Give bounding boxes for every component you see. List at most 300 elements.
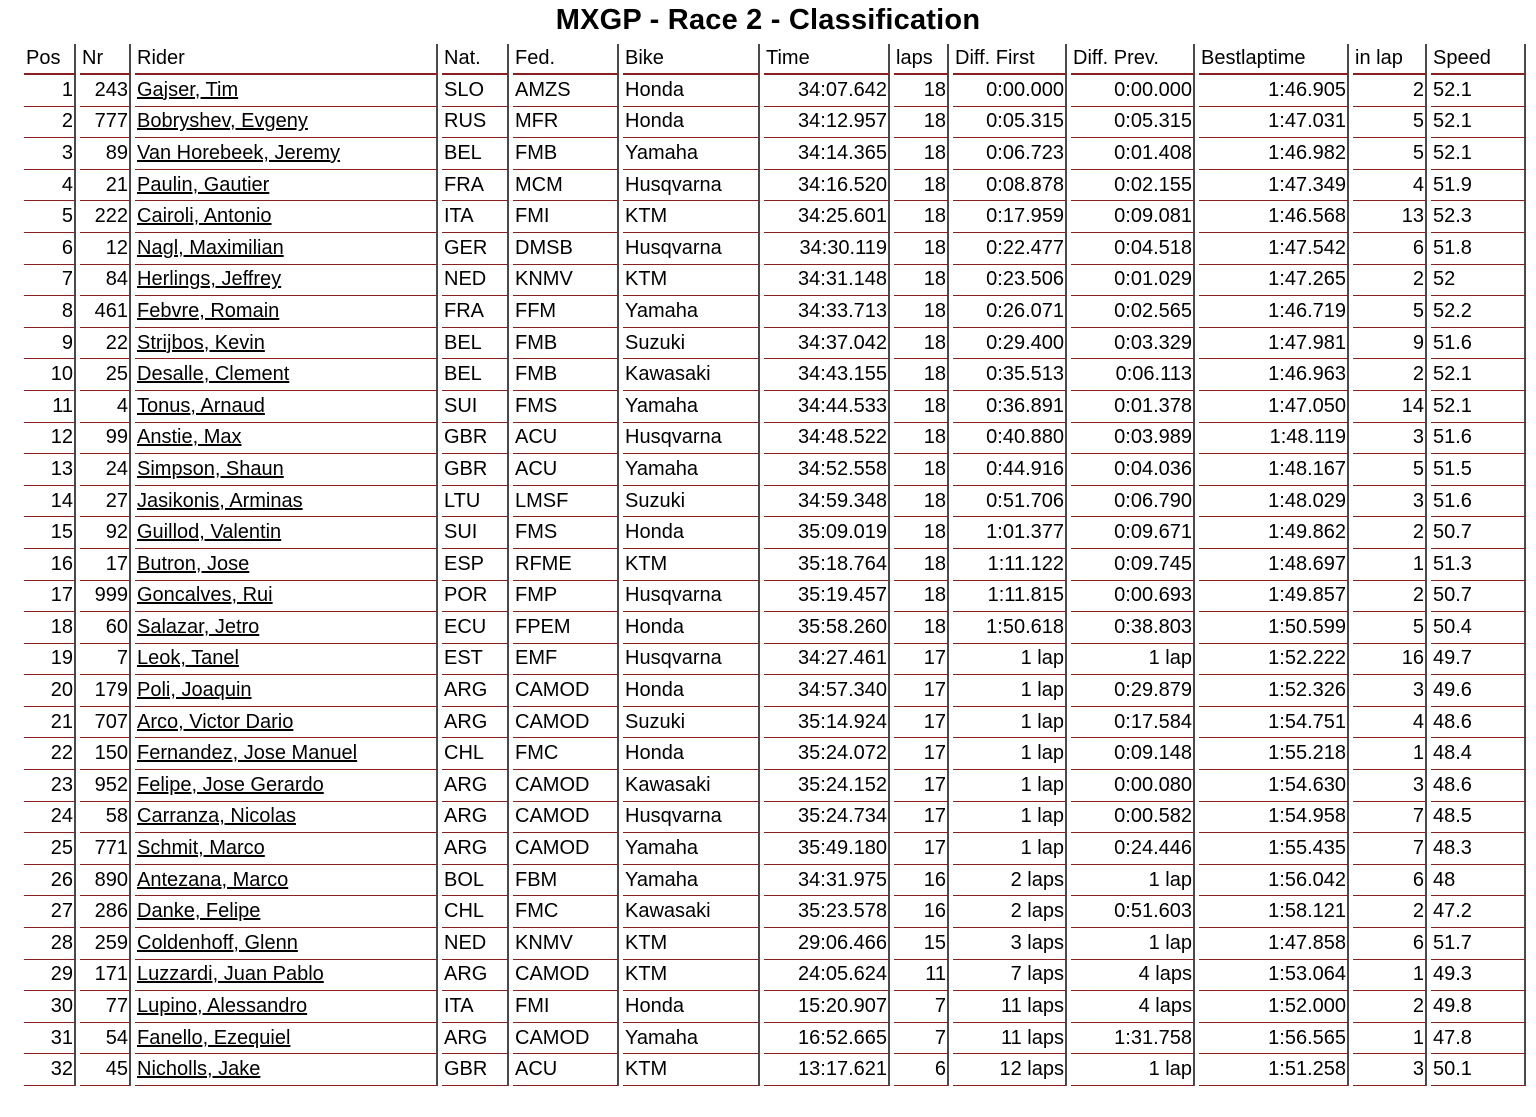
cell-nat: NED <box>442 928 509 960</box>
cell-fed: EMF <box>513 644 619 676</box>
cell-pos: 12 <box>24 423 76 455</box>
cell-nat: FRA <box>442 170 509 202</box>
cell-in-lap: 1 <box>1353 549 1427 581</box>
cell-speed: 50.4 <box>1431 612 1526 644</box>
cell-laps: 18 <box>894 612 949 644</box>
cell-speed: 50.7 <box>1431 581 1526 613</box>
cell-speed: 48 <box>1431 865 1526 897</box>
cell-speed: 52.1 <box>1431 107 1526 139</box>
cell-speed: 48.4 <box>1431 738 1526 770</box>
cell-bestlaptime: 1:46.719 <box>1199 296 1349 328</box>
cell-in-lap: 6 <box>1353 865 1427 897</box>
table-row <box>24 738 1526 770</box>
cell-pos: 29 <box>24 960 76 992</box>
cell-time: 35:23.578 <box>764 896 890 928</box>
cell-pos: 18 <box>24 612 76 644</box>
cell-time: 34:27.461 <box>764 644 890 676</box>
cell-laps: 17 <box>894 707 949 739</box>
cell-bestlaptime: 1:47.542 <box>1199 233 1349 265</box>
cell-time: 34:44.533 <box>764 391 890 423</box>
cell-rider <box>135 896 438 928</box>
cell-diff-prev: 0:24.446 <box>1071 833 1195 865</box>
cell-fed: FMS <box>513 391 619 423</box>
cell-pos: 17 <box>24 581 76 613</box>
cell-rider <box>135 107 438 139</box>
cell-nr: 25 <box>80 359 131 391</box>
cell-fed: FMC <box>513 896 619 928</box>
cell-nr: 7 <box>80 644 131 676</box>
cell-in-lap: 2 <box>1353 75 1427 107</box>
cell-fed: FMP <box>513 581 619 613</box>
cell-time: 35:14.924 <box>764 707 890 739</box>
rider-link[interactable]: Desalle, Clement <box>137 363 290 386</box>
cell-speed: 51.9 <box>1431 170 1526 202</box>
cell-laps: 16 <box>894 896 949 928</box>
cell-speed: 49.6 <box>1431 675 1526 707</box>
cell-nat: ARG <box>442 707 509 739</box>
cell-in-lap: 2 <box>1353 896 1427 928</box>
rider-link[interactable]: Lupino, Alessandro <box>137 995 308 1018</box>
table-row <box>24 707 1526 739</box>
cell-in-lap: 3 <box>1353 770 1427 802</box>
cell-rider <box>135 454 438 486</box>
cell-rider <box>135 359 438 391</box>
cell-nat: GBR <box>442 454 509 486</box>
cell-bike: Kawasaki <box>623 896 760 928</box>
cell-nr: 58 <box>80 802 131 834</box>
cell-diff-prev: 4 laps <box>1071 960 1195 992</box>
cell-nr: 60 <box>80 612 131 644</box>
cell-diff-first: 12 laps <box>953 1054 1067 1086</box>
cell-nr: 999 <box>80 581 131 613</box>
cell-nat: POR <box>442 581 509 613</box>
cell-laps: 18 <box>894 170 949 202</box>
cell-time: 15:20.907 <box>764 991 890 1023</box>
cell-nr: 171 <box>80 960 131 992</box>
cell-diff-first: 11 laps <box>953 991 1067 1023</box>
cell-in-lap: 3 <box>1353 486 1427 518</box>
cell-fed: FMB <box>513 359 619 391</box>
rider-link[interactable]: Jasikonis, Arminas <box>137 489 303 512</box>
cell-diff-prev: 0:01.408 <box>1071 138 1195 170</box>
cell-diff-first: 1 lap <box>953 644 1067 676</box>
rider-link[interactable]: Anstie, Max <box>137 426 242 449</box>
cell-laps: 18 <box>894 201 949 233</box>
table-row <box>24 865 1526 897</box>
cell-laps: 18 <box>894 549 949 581</box>
cell-laps: 18 <box>894 138 949 170</box>
cell-time: 34:57.340 <box>764 675 890 707</box>
cell-pos: 23 <box>24 770 76 802</box>
cell-in-lap: 4 <box>1353 707 1427 739</box>
cell-diff-first: 0:17.959 <box>953 201 1067 233</box>
cell-time: 35:18.764 <box>764 549 890 581</box>
cell-diff-prev: 0:00.000 <box>1071 75 1195 107</box>
rider-link[interactable]: Gajser, Tim <box>137 78 239 101</box>
rider-link[interactable]: Simpson, Shaun <box>137 457 284 480</box>
table-row <box>24 770 1526 802</box>
rider-link[interactable]: Schmit, Marco <box>137 837 265 860</box>
cell-nr: 222 <box>80 201 131 233</box>
cell-bike: Suzuki <box>623 328 760 360</box>
table-row <box>24 233 1526 265</box>
rider-link[interactable]: Nagl, Maximilian <box>137 236 284 259</box>
cell-nat: LTU <box>442 486 509 518</box>
cell-nat: GER <box>442 233 509 265</box>
cell-diff-first: 0:05.315 <box>953 107 1067 139</box>
cell-fed: CAMOD <box>513 833 619 865</box>
cell-bike: Yamaha <box>623 1023 760 1055</box>
cell-bike: Husqvarna <box>623 802 760 834</box>
cell-pos: 27 <box>24 896 76 928</box>
header-laps: laps <box>894 44 949 75</box>
cell-pos: 22 <box>24 738 76 770</box>
table-row <box>24 486 1526 518</box>
cell-bike: Husqvarna <box>623 170 760 202</box>
rider-link[interactable]: Leok, Tanel <box>137 647 239 670</box>
cell-rider <box>135 833 438 865</box>
rider-link[interactable]: Fanello, Ezequiel <box>137 1026 291 1049</box>
cell-speed: 51.5 <box>1431 454 1526 486</box>
cell-speed: 51.3 <box>1431 549 1526 581</box>
cell-diff-first: 3 laps <box>953 928 1067 960</box>
header-diff-prev: Diff. Prev. <box>1071 44 1195 75</box>
rider-link[interactable]: Coldenhoff, Glenn <box>137 931 298 954</box>
cell-speed: 52.2 <box>1431 296 1526 328</box>
rider-link[interactable]: Strijbos, Kevin <box>137 331 265 354</box>
table-row <box>24 644 1526 676</box>
cell-speed: 49.8 <box>1431 991 1526 1023</box>
cell-laps: 18 <box>894 359 949 391</box>
table-row <box>24 833 1526 865</box>
cell-nat: SUI <box>442 517 509 549</box>
table-row <box>24 138 1526 170</box>
cell-speed: 47.8 <box>1431 1023 1526 1055</box>
cell-diff-prev: 0:02.155 <box>1071 170 1195 202</box>
cell-diff-first: 0:08.878 <box>953 170 1067 202</box>
cell-laps: 18 <box>894 581 949 613</box>
cell-pos: 28 <box>24 928 76 960</box>
rider-link[interactable]: Goncalves, Rui <box>137 584 273 607</box>
cell-time: 34:14.365 <box>764 138 890 170</box>
cell-fed: FMS <box>513 517 619 549</box>
header-diff-first: Diff. First <box>953 44 1067 75</box>
cell-in-lap: 3 <box>1353 423 1427 455</box>
rider-link[interactable]: Salazar, Jetro <box>137 615 260 638</box>
cell-bestlaptime: 1:46.982 <box>1199 138 1349 170</box>
cell-nat: SUI <box>442 391 509 423</box>
cell-fed: CAMOD <box>513 770 619 802</box>
rider-link[interactable]: Butron, Jose <box>137 552 250 575</box>
cell-in-lap: 16 <box>1353 644 1427 676</box>
cell-diff-prev: 0:00.080 <box>1071 770 1195 802</box>
rider-link[interactable]: Poli, Joaquin <box>137 679 252 702</box>
cell-bestlaptime: 1:48.697 <box>1199 549 1349 581</box>
cell-bestlaptime: 1:48.029 <box>1199 486 1349 518</box>
cell-speed: 48.3 <box>1431 833 1526 865</box>
cell-nr: 150 <box>80 738 131 770</box>
cell-nr: 45 <box>80 1054 131 1086</box>
rider-link[interactable]: Van Horebeek, Jeremy <box>137 141 341 164</box>
cell-speed: 51.6 <box>1431 328 1526 360</box>
cell-laps: 17 <box>894 675 949 707</box>
cell-fed: FBM <box>513 865 619 897</box>
cell-speed: 49.3 <box>1431 960 1526 992</box>
cell-diff-first: 1 lap <box>953 675 1067 707</box>
cell-in-lap: 1 <box>1353 1023 1427 1055</box>
cell-nat: ESP <box>442 549 509 581</box>
cell-bestlaptime: 1:47.031 <box>1199 107 1349 139</box>
cell-speed: 52.1 <box>1431 75 1526 107</box>
cell-bike: Honda <box>623 612 760 644</box>
cell-nr: 99 <box>80 423 131 455</box>
cell-nr: 21 <box>80 170 131 202</box>
cell-diff-prev: 1 lap <box>1071 1054 1195 1086</box>
cell-rider <box>135 770 438 802</box>
cell-rider <box>135 265 438 297</box>
cell-bike: KTM <box>623 960 760 992</box>
cell-pos: 8 <box>24 296 76 328</box>
cell-in-lap: 2 <box>1353 359 1427 391</box>
cell-bestlaptime: 1:49.862 <box>1199 517 1349 549</box>
rider-link[interactable]: Bobryshev, Evgeny <box>137 110 308 133</box>
cell-nat: SLO <box>442 75 509 107</box>
cell-laps: 15 <box>894 928 949 960</box>
cell-diff-first: 7 laps <box>953 960 1067 992</box>
cell-diff-prev: 0:00.582 <box>1071 802 1195 834</box>
rider-link[interactable]: Febvre, Romain <box>137 299 280 322</box>
cell-nr: 12 <box>80 233 131 265</box>
cell-laps: 7 <box>894 1023 949 1055</box>
rider-link[interactable]: Guillod, Valentin <box>137 521 282 544</box>
cell-pos: 9 <box>24 328 76 360</box>
cell-fed: FPEM <box>513 612 619 644</box>
cell-bestlaptime: 1:52.000 <box>1199 991 1349 1023</box>
cell-diff-first: 11 laps <box>953 1023 1067 1055</box>
header-time: Time <box>764 44 890 75</box>
cell-bestlaptime: 1:48.119 <box>1199 423 1349 455</box>
cell-nr: 952 <box>80 770 131 802</box>
table-row <box>24 675 1526 707</box>
cell-diff-first: 1 lap <box>953 738 1067 770</box>
table-row <box>24 423 1526 455</box>
cell-diff-prev: 0:29.879 <box>1071 675 1195 707</box>
cell-fed: RFME <box>513 549 619 581</box>
table-row <box>24 991 1526 1023</box>
cell-diff-first: 1 lap <box>953 707 1067 739</box>
rider-link[interactable]: Nicholls, Jake <box>137 1058 261 1081</box>
rider-link[interactable]: Danke, Felipe <box>137 900 261 923</box>
cell-rider <box>135 391 438 423</box>
header-nat: Nat. <box>442 44 509 75</box>
rider-link[interactable]: Arco, Victor Dario <box>137 710 294 733</box>
rider-link[interactable]: Carranza, Nicolas <box>137 805 296 828</box>
cell-bestlaptime: 1:48.167 <box>1199 454 1349 486</box>
cell-nat: BEL <box>442 138 509 170</box>
cell-fed: FMI <box>513 201 619 233</box>
cell-pos: 16 <box>24 549 76 581</box>
rider-link[interactable]: Tonus, Arnaud <box>137 394 265 417</box>
rider-link[interactable]: Felipe, Jose Gerardo <box>137 773 324 796</box>
cell-bestlaptime: 1:56.565 <box>1199 1023 1349 1055</box>
cell-diff-prev: 0:17.584 <box>1071 707 1195 739</box>
cell-time: 34:07.642 <box>764 75 890 107</box>
rider-link[interactable]: Paulin, Gautier <box>137 173 270 196</box>
cell-nr: 4 <box>80 391 131 423</box>
cell-time: 34:48.522 <box>764 423 890 455</box>
cell-nat: BOL <box>442 865 509 897</box>
cell-speed: 52.1 <box>1431 391 1526 423</box>
cell-nat: CHL <box>442 896 509 928</box>
rider-link[interactable]: Herlings, Jeffrey <box>137 268 282 291</box>
cell-nat: ECU <box>442 612 509 644</box>
cell-diff-first: 0:00.000 <box>953 75 1067 107</box>
cell-diff-prev: 0:09.745 <box>1071 549 1195 581</box>
cell-pos: 5 <box>24 201 76 233</box>
cell-diff-prev: 0:05.315 <box>1071 107 1195 139</box>
cell-bestlaptime: 1:54.751 <box>1199 707 1349 739</box>
cell-speed: 51.8 <box>1431 233 1526 265</box>
cell-nat: NED <box>442 265 509 297</box>
cell-rider <box>135 1054 438 1086</box>
table-row <box>24 359 1526 391</box>
cell-bike: KTM <box>623 265 760 297</box>
cell-laps: 17 <box>894 770 949 802</box>
cell-pos: 31 <box>24 1023 76 1055</box>
header-bestlaptime: Bestlaptime <box>1199 44 1349 75</box>
cell-pos: 19 <box>24 644 76 676</box>
rider-link[interactable]: Luzzardi, Juan Pablo <box>137 963 324 986</box>
cell-bike: KTM <box>623 1054 760 1086</box>
cell-nr: 461 <box>80 296 131 328</box>
cell-diff-prev: 0:09.148 <box>1071 738 1195 770</box>
cell-rider <box>135 991 438 1023</box>
cell-in-lap: 2 <box>1353 581 1427 613</box>
cell-nr: 17 <box>80 549 131 581</box>
cell-rider <box>135 328 438 360</box>
cell-fed: FMC <box>513 738 619 770</box>
table-row <box>24 454 1526 486</box>
cell-pos: 6 <box>24 233 76 265</box>
cell-laps: 17 <box>894 802 949 834</box>
cell-diff-prev: 0:38.803 <box>1071 612 1195 644</box>
cell-time: 16:52.665 <box>764 1023 890 1055</box>
cell-laps: 17 <box>894 738 949 770</box>
cell-time: 35:49.180 <box>764 833 890 865</box>
cell-nat: ARG <box>442 675 509 707</box>
cell-laps: 18 <box>894 107 949 139</box>
cell-diff-prev: 0:02.565 <box>1071 296 1195 328</box>
cell-diff-prev: 0:51.603 <box>1071 896 1195 928</box>
cell-diff-prev: 0:06.113 <box>1071 359 1195 391</box>
cell-diff-prev: 0:06.790 <box>1071 486 1195 518</box>
cell-time: 35:24.072 <box>764 738 890 770</box>
cell-diff-prev: 1 lap <box>1071 928 1195 960</box>
cell-diff-first: 0:22.477 <box>953 233 1067 265</box>
cell-rider <box>135 233 438 265</box>
cell-diff-first: 0:40.880 <box>953 423 1067 455</box>
cell-time: 35:19.457 <box>764 581 890 613</box>
cell-bestlaptime: 1:47.265 <box>1199 265 1349 297</box>
cell-laps: 18 <box>894 486 949 518</box>
cell-speed: 51.6 <box>1431 423 1526 455</box>
table-row <box>24 328 1526 360</box>
cell-in-lap: 3 <box>1353 1054 1427 1086</box>
cell-fed: CAMOD <box>513 707 619 739</box>
cell-time: 34:43.155 <box>764 359 890 391</box>
cell-pos: 13 <box>24 454 76 486</box>
cell-in-lap: 7 <box>1353 833 1427 865</box>
cell-time: 34:37.042 <box>764 328 890 360</box>
cell-diff-first: 1 lap <box>953 802 1067 834</box>
cell-diff-first: 0:51.706 <box>953 486 1067 518</box>
cell-speed: 48.6 <box>1431 770 1526 802</box>
cell-bestlaptime: 1:53.064 <box>1199 960 1349 992</box>
cell-diff-first: 0:23.506 <box>953 265 1067 297</box>
table-row <box>24 581 1526 613</box>
cell-nr: 777 <box>80 107 131 139</box>
cell-bike: Suzuki <box>623 707 760 739</box>
cell-speed: 47.2 <box>1431 896 1526 928</box>
cell-pos: 26 <box>24 865 76 897</box>
cell-speed: 49.7 <box>1431 644 1526 676</box>
cell-nat: ITA <box>442 201 509 233</box>
cell-laps: 18 <box>894 296 949 328</box>
cell-fed: CAMOD <box>513 675 619 707</box>
cell-rider <box>135 612 438 644</box>
cell-in-lap: 5 <box>1353 296 1427 328</box>
cell-bike: Husqvarna <box>623 644 760 676</box>
table-row <box>24 75 1526 107</box>
cell-diff-prev: 0:03.329 <box>1071 328 1195 360</box>
cell-rider <box>135 865 438 897</box>
cell-nat: RUS <box>442 107 509 139</box>
cell-bike: Yamaha <box>623 138 760 170</box>
cell-nr: 54 <box>80 1023 131 1055</box>
header-bike: Bike <box>623 44 760 75</box>
cell-in-lap: 4 <box>1353 170 1427 202</box>
header-row <box>24 44 1526 75</box>
rider-link[interactable]: Cairoli, Antonio <box>137 205 272 228</box>
cell-nat: BEL <box>442 328 509 360</box>
cell-bike: Honda <box>623 675 760 707</box>
cell-pos: 25 <box>24 833 76 865</box>
rider-link[interactable]: Antezana, Marco <box>137 868 289 891</box>
cell-diff-first: 0:44.916 <box>953 454 1067 486</box>
table-row <box>24 296 1526 328</box>
cell-laps: 16 <box>894 865 949 897</box>
cell-bike: KTM <box>623 549 760 581</box>
cell-rider <box>135 296 438 328</box>
cell-diff-prev: 0:01.029 <box>1071 265 1195 297</box>
cell-laps: 18 <box>894 75 949 107</box>
cell-nat: ARG <box>442 770 509 802</box>
cell-bestlaptime: 1:46.568 <box>1199 201 1349 233</box>
cell-nr: 77 <box>80 991 131 1023</box>
cell-fed: DMSB <box>513 233 619 265</box>
cell-pos: 1 <box>24 75 76 107</box>
cell-rider <box>135 138 438 170</box>
cell-nr: 89 <box>80 138 131 170</box>
cell-time: 34:33.713 <box>764 296 890 328</box>
cell-fed: KNMV <box>513 928 619 960</box>
cell-nat: BEL <box>442 359 509 391</box>
cell-speed: 50.1 <box>1431 1054 1526 1086</box>
rider-link[interactable]: Fernandez, Jose Manuel <box>137 742 358 765</box>
table-row <box>24 612 1526 644</box>
table-row <box>24 170 1526 202</box>
cell-bestlaptime: 1:47.349 <box>1199 170 1349 202</box>
